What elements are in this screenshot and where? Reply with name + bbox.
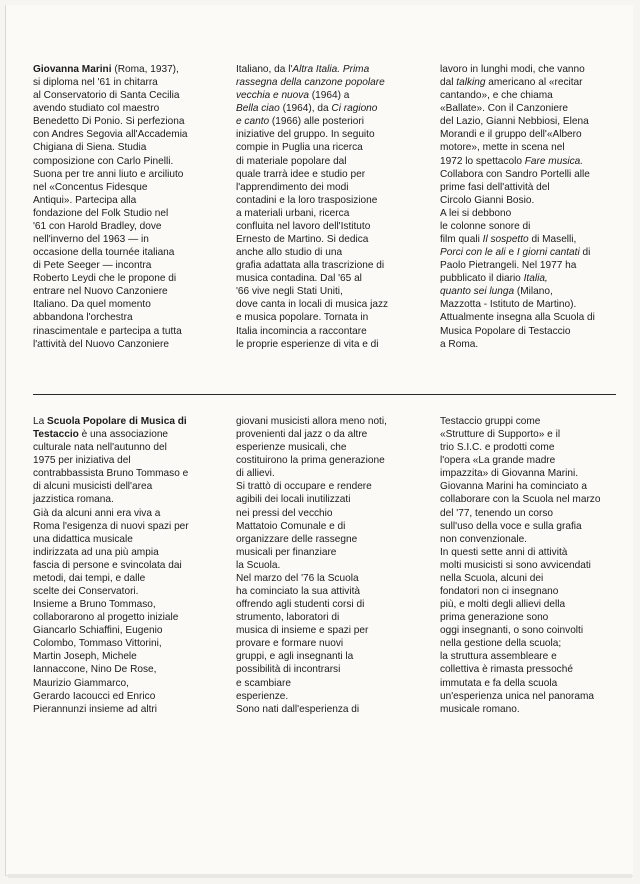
text-run: oggi insegnanti, o sono coinvolti (440, 625, 584, 637)
scuola-column-2 (236, 415, 418, 716)
marini-bio-column-2 (236, 63, 418, 351)
text-run: le proprie esperienze di vita e di (236, 338, 379, 350)
text-line (33, 63, 215, 76)
text-line (236, 493, 418, 506)
text-line (236, 637, 418, 650)
text-run: Iannaccone, Nino De Rose, (33, 664, 157, 676)
text-line (236, 115, 418, 128)
text-line (236, 480, 418, 493)
text-run: occasione della tournée italiana (33, 247, 175, 259)
text-run: si diploma nel '61 in chitarra (33, 77, 158, 89)
text-line (33, 703, 215, 716)
text-run: agibili dei locali inutilizzati (236, 494, 351, 506)
scuola-column-3 (440, 415, 622, 716)
text-line (440, 246, 622, 259)
text-line (236, 415, 418, 428)
text-line (236, 677, 418, 690)
text-line (236, 507, 418, 520)
text-run: nel «Concentus Fidesque (33, 181, 148, 193)
text-run: con Andres Segovia all'Accademia (33, 129, 188, 141)
text-line (33, 637, 215, 650)
text-run: fascia di persone e svincolata dai (33, 559, 182, 571)
text-run: motore», mette in scena nel (440, 142, 565, 154)
text-run: un'esperienza unica nel panorama (440, 690, 594, 702)
text-run: culturale nata nell'autunno del (33, 442, 167, 454)
text-line (33, 415, 215, 428)
text-run: Morandi e il gruppo dell'«Albero (440, 129, 582, 141)
text-run: (1964), da (279, 103, 332, 115)
text-run: compie in Puglia una ricerca (236, 142, 363, 154)
text-run: di materiale popolare dal (236, 155, 347, 167)
text-run: provare e formare nuovi (236, 638, 344, 650)
text-run: cantando», e che chiama (440, 90, 553, 102)
italic-text: quanto sei lunga (440, 286, 515, 298)
text-line (236, 298, 418, 311)
text-run: trio S.I.C. e prodotti come (440, 442, 555, 454)
text-run: prima generazione sono (440, 612, 549, 624)
text-run: e (505, 247, 517, 259)
text-line (440, 325, 622, 338)
text-run: musicale romano. (440, 703, 520, 715)
text-run: Nel marzo del '76 la Scuola (236, 572, 359, 584)
text-run: (Roma, 1937), (111, 64, 179, 75)
text-line (440, 233, 622, 246)
text-run: gruppi, e agli insegnanti la (236, 651, 354, 663)
text-run: prime fasi dell'attività del (440, 181, 550, 193)
text-line (33, 272, 215, 285)
text-line (440, 480, 622, 493)
text-run: l'opera «La grande madre (440, 455, 556, 467)
text-line (440, 611, 622, 624)
text-run: dal (440, 77, 457, 89)
text-run: Sono nati dall'esperienza di (236, 703, 360, 715)
text-run: Paolo Pietrangeli. Nel 1977 ha (440, 260, 577, 272)
text-run: fondatori non ci insegnano (440, 586, 559, 598)
text-run: '66 vive negli Stati Uniti, (236, 286, 343, 298)
text-run: 1975 per iniziativa del (33, 455, 131, 467)
text-run: Colombo, Tommaso Vittorini, (33, 638, 162, 650)
italic-text: vecchia e nuova (236, 90, 309, 102)
text-line (236, 89, 418, 102)
text-run: di Pete Seeger — incontra (33, 260, 152, 272)
italic-text: e canto (236, 116, 270, 128)
text-run: più, e molti degli allievi della (440, 599, 566, 611)
text-run: Benedetto Di Ponio. Si perfeziona (33, 116, 185, 128)
text-line (33, 311, 215, 324)
text-line (33, 102, 215, 115)
text-line (440, 520, 622, 533)
text-line (236, 181, 418, 194)
text-run: Suona per tre anni liuto e arciliuto (33, 168, 184, 180)
text-run: pubblicato il diario (440, 273, 524, 285)
text-line (236, 168, 418, 181)
text-run: iniziative del gruppo. In seguito (236, 129, 375, 141)
text-line (440, 207, 622, 220)
italic-text: Il sospetto (482, 234, 529, 246)
text-run: impazzita» di Giovanna Marini. (440, 468, 579, 480)
text-line (440, 115, 622, 128)
text-line (440, 220, 622, 233)
text-line (33, 141, 215, 154)
text-run: Collabora con Sandro Portelli alle (440, 168, 590, 180)
text-line (236, 467, 418, 480)
italic-text: I giorni cantati (516, 247, 580, 259)
text-line (440, 259, 622, 272)
text-line (440, 298, 622, 311)
italic-text: talking (456, 77, 486, 89)
text-line (33, 520, 215, 533)
text-run: e scambiare (236, 677, 291, 689)
text-run: di (579, 247, 591, 259)
text-line (236, 441, 418, 454)
text-line (440, 128, 622, 141)
text-run: Testaccio gruppi come (440, 416, 541, 427)
text-line (236, 76, 418, 89)
text-run: nella Scuola, alcuni dei (440, 572, 544, 584)
text-line (236, 650, 418, 663)
text-run: (1966) alle posteriori (269, 116, 364, 128)
text-line (33, 325, 215, 338)
text-line (33, 585, 215, 598)
text-run: ha cominciato la sua attività (236, 586, 360, 598)
text-run: Attualmente insegna alla Scuola di (440, 312, 595, 324)
text-line (440, 493, 622, 506)
text-run: possibilità di incontrarsi (236, 664, 341, 676)
text-line (33, 533, 215, 546)
text-run: Italiano, da l' (236, 64, 293, 75)
text-line (236, 611, 418, 624)
text-line (33, 546, 215, 559)
text-run: Circolo Gianni Bosio. (440, 194, 535, 206)
text-line (236, 520, 418, 533)
text-run: una didattica musicale (33, 533, 133, 545)
text-run: abbandona l'orchestra (33, 312, 133, 324)
text-run: la Scuola. (236, 559, 281, 571)
text-line (440, 168, 622, 181)
text-run: Gerardo Iacoucci ed Enrico (33, 690, 156, 702)
text-run: di alcuni musicisti dell'area (33, 481, 153, 493)
text-line (236, 141, 418, 154)
text-line (440, 585, 622, 598)
text-run: collaborarono al progetto iniziale (33, 612, 179, 624)
text-line (440, 415, 622, 428)
text-line (33, 285, 215, 298)
text-line (236, 220, 418, 233)
text-run: organizzare delle rassegne (236, 533, 358, 545)
text-run: del '77, tenendo un corso (440, 507, 554, 519)
text-line (236, 428, 418, 441)
text-line (440, 533, 622, 546)
text-line (33, 220, 215, 233)
text-line (440, 546, 622, 559)
text-line (236, 325, 418, 338)
text-line (236, 246, 418, 259)
text-line (440, 441, 622, 454)
text-run: collaborare con la Scuola nel marzo (440, 494, 601, 506)
text-run: e musica popolare. Tornata in (236, 312, 369, 324)
italic-text: rassegna della canzone popolare (236, 77, 385, 89)
text-line (33, 115, 215, 128)
text-line (440, 285, 622, 298)
text-run: provenienti dal jazz o da altre (236, 429, 368, 441)
text-line (440, 454, 622, 467)
text-run: immutata e fa della scuola (440, 677, 558, 689)
text-line (33, 259, 215, 272)
text-run: avendo studiato col maestro (33, 103, 160, 115)
text-line (236, 194, 418, 207)
text-line (33, 441, 215, 454)
text-run: Roma l'esigenza di nuovi spazi per (33, 520, 189, 532)
text-line (440, 467, 622, 480)
text-line (440, 690, 622, 703)
text-run: la struttura assembleare e (440, 651, 557, 663)
text-line (33, 677, 215, 690)
text-run: non convenzionale. (440, 533, 527, 545)
text-run: l'attività del Nuovo Canzoniere (33, 338, 170, 350)
text-line (236, 572, 418, 585)
text-line (236, 338, 418, 351)
text-run: Pierannunzi insieme ad altri (33, 703, 157, 715)
text-run: giovani musicisti allora meno noti, (236, 416, 387, 427)
text-line (236, 585, 418, 598)
text-line (236, 546, 418, 559)
text-line (440, 663, 622, 676)
text-run: contrabbassista Bruno Tommaso e (33, 468, 189, 480)
text-line (440, 76, 622, 89)
text-run: americano al «recitar (485, 77, 583, 89)
text-run: Roberto Leydi che le propone di (33, 273, 177, 285)
text-line (440, 703, 622, 716)
text-run: collettiva è rimasta pressoché (440, 664, 573, 676)
text-line (440, 311, 622, 324)
text-run: anche allo studio di una (236, 247, 343, 259)
italic-text: Fare musica. (524, 155, 584, 167)
text-line (33, 128, 215, 141)
text-run: lavoro in lunghi modi, che vanno (440, 64, 585, 75)
text-line (33, 233, 215, 246)
text-run: (1964) a (308, 90, 350, 102)
italic-text: Ci ragiono (331, 103, 378, 115)
text-run: contadini e la loro trasposizione (236, 194, 378, 206)
marini-bio-column-1 (33, 63, 215, 351)
text-run: entrare nel Nuovo Canzoniere (33, 286, 168, 298)
text-line (440, 272, 622, 285)
text-line (440, 338, 622, 351)
text-run: molti musicisti si sono avvicendati (440, 559, 591, 571)
text-run: (Milano, (514, 286, 553, 298)
text-line (33, 338, 215, 351)
text-run: jazzistica romana. (33, 494, 114, 506)
text-line (440, 598, 622, 611)
scuola-column-1 (33, 415, 215, 716)
text-run: sull'uso della voce e sulla grafia (440, 520, 582, 532)
text-line (440, 181, 622, 194)
text-run: Si trattò di occupare e rendere (236, 481, 372, 493)
text-run: rinascimentale e partecipa a tutta (33, 325, 182, 337)
text-line (236, 454, 418, 467)
text-line (33, 663, 215, 676)
text-run: Mattatoio Comunale e di (236, 520, 346, 532)
text-run: di Maselli, (528, 234, 577, 246)
text-run: offrendo agli studenti corsi di (236, 599, 365, 611)
text-line (33, 454, 215, 467)
text-run: Antiqui». Partecipa alla (33, 194, 137, 206)
text-run: Giovanna Marini ha cominciato a (440, 481, 587, 493)
text-run: film quali (440, 234, 483, 246)
text-line (33, 507, 215, 520)
text-run: al Conservatorio di Santa Cecilia (33, 90, 180, 102)
text-line (440, 89, 622, 102)
text-run: quale trarrà idee e studio per (236, 168, 366, 180)
text-line (33, 246, 215, 259)
text-line (440, 428, 622, 441)
text-line (33, 493, 215, 506)
text-line (440, 677, 622, 690)
text-run: del Lazio, Gianni Nebbiosi, Elena (440, 116, 589, 128)
text-run: «Strutture di Supporto» e il (440, 429, 561, 441)
text-run: Ernesto de Martino. Si dedica (236, 234, 369, 246)
text-run: le colonne sonore di (440, 220, 531, 232)
text-run: costituirono la prima generazione (236, 455, 385, 467)
text-line (236, 533, 418, 546)
text-line (236, 233, 418, 246)
text-line (33, 194, 215, 207)
text-line (236, 207, 418, 220)
text-run: La (33, 416, 48, 427)
text-line (33, 181, 215, 194)
text-run: a materiali urbani, ricerca (236, 207, 350, 219)
section-divider (33, 394, 616, 395)
text-run: Musica Popolare di Testaccio (440, 325, 571, 337)
text-run: Italia incomincia a raccontare (236, 325, 367, 337)
text-run: nell'inverno del 1963 — in (33, 234, 149, 246)
text-line (440, 102, 622, 115)
text-line (33, 611, 215, 624)
text-run: strumento, laboratori di (236, 612, 340, 624)
text-line (440, 194, 622, 207)
text-line (236, 128, 418, 141)
text-run: fondazione del Folk Studio nel (33, 207, 169, 219)
italic-text: Porci con le ali (440, 247, 506, 259)
text-line (236, 598, 418, 611)
text-line (440, 63, 622, 76)
text-run: '61 con Harold Bradley, dove (33, 220, 162, 232)
marini-bio-column-3 (440, 63, 622, 351)
text-run: esperienze. (236, 690, 289, 702)
text-line (33, 467, 215, 480)
text-line (236, 624, 418, 637)
text-run: musicali per finanziare (236, 546, 337, 558)
text-run: musica di insieme e spazi per (236, 625, 369, 637)
text-run: Giancarlo Schiaffini, Eugenio (33, 625, 163, 637)
text-run: metodi, dai tempi, e dalle (33, 572, 146, 584)
text-line (236, 259, 418, 272)
text-line (236, 690, 418, 703)
text-line (33, 572, 215, 585)
text-line (33, 624, 215, 637)
text-run: Insieme a Bruno Tommaso, (33, 599, 156, 611)
text-line (236, 63, 418, 76)
text-line (33, 650, 215, 663)
text-run: composizione con Carlo Pinelli. (33, 155, 174, 167)
bold-text: Giovanna Marini (33, 64, 112, 75)
bold-text: Testaccio (33, 429, 79, 441)
text-run: Italiano. Da quel momento (33, 299, 151, 311)
text-run: è una associazione (78, 429, 169, 441)
text-run: di allievi. (236, 468, 275, 480)
text-run: Martin Joseph, Michele (33, 651, 137, 663)
text-run: a Roma. (440, 338, 479, 350)
text-run: nei pressi del vecchio (236, 507, 333, 519)
text-run: grafia adattata alla trascrizione di (236, 260, 385, 272)
text-line (236, 272, 418, 285)
text-line (440, 650, 622, 663)
text-line (236, 663, 418, 676)
text-line (440, 155, 622, 168)
text-run: dove canta in locali di musica jazz (236, 299, 389, 311)
text-line (33, 76, 215, 89)
italic-text: Altra Italia. Prima (292, 64, 370, 75)
italic-text: Italia, (523, 273, 548, 285)
text-run: l'apprendimento dei modi (236, 181, 349, 193)
text-run: Mazzotta - Istituto de Martino). (440, 299, 577, 311)
text-line (440, 624, 622, 637)
text-line (236, 703, 418, 716)
text-line (33, 89, 215, 102)
italic-text: Bella ciao (236, 103, 280, 115)
text-run: «Ballate». Con il Canzoniere (440, 103, 568, 115)
text-line (33, 155, 215, 168)
text-line (33, 598, 215, 611)
text-line (440, 637, 622, 650)
paper-edge (8, 874, 632, 878)
text-run: indirizzata ad una più ampia (33, 546, 159, 558)
text-line (236, 155, 418, 168)
text-line (236, 102, 418, 115)
text-line (33, 690, 215, 703)
text-run: Chigiana di Siena. Studia (33, 142, 147, 154)
bold-text: Scuola Popolare di Musica di (47, 416, 187, 427)
text-line (33, 559, 215, 572)
text-run: confluita nel lavoro dell'Istituto (236, 220, 371, 232)
text-run: scelte dei Conservatori. (33, 586, 139, 598)
text-run: esperienze musicali, che (236, 442, 347, 454)
text-line (33, 298, 215, 311)
text-line (236, 311, 418, 324)
text-run: nella gestione della scuola; (440, 638, 562, 650)
text-run: Maurizio Giammarco, (33, 677, 129, 689)
text-line (440, 572, 622, 585)
text-line (236, 559, 418, 572)
text-run: In questi sette anni di attività (440, 546, 568, 558)
text-run: A lei si debbono (440, 207, 512, 219)
text-line (33, 428, 215, 441)
text-line (33, 207, 215, 220)
text-line (236, 285, 418, 298)
text-line (440, 141, 622, 154)
text-line (33, 168, 215, 181)
text-line (440, 507, 622, 520)
text-line (440, 559, 622, 572)
text-line (33, 480, 215, 493)
text-run: 1972 lo spettacolo (440, 155, 525, 167)
text-run: musica contadina. Dal '65 al (236, 273, 362, 285)
text-run: Già da alcuni anni era viva a (33, 507, 161, 519)
